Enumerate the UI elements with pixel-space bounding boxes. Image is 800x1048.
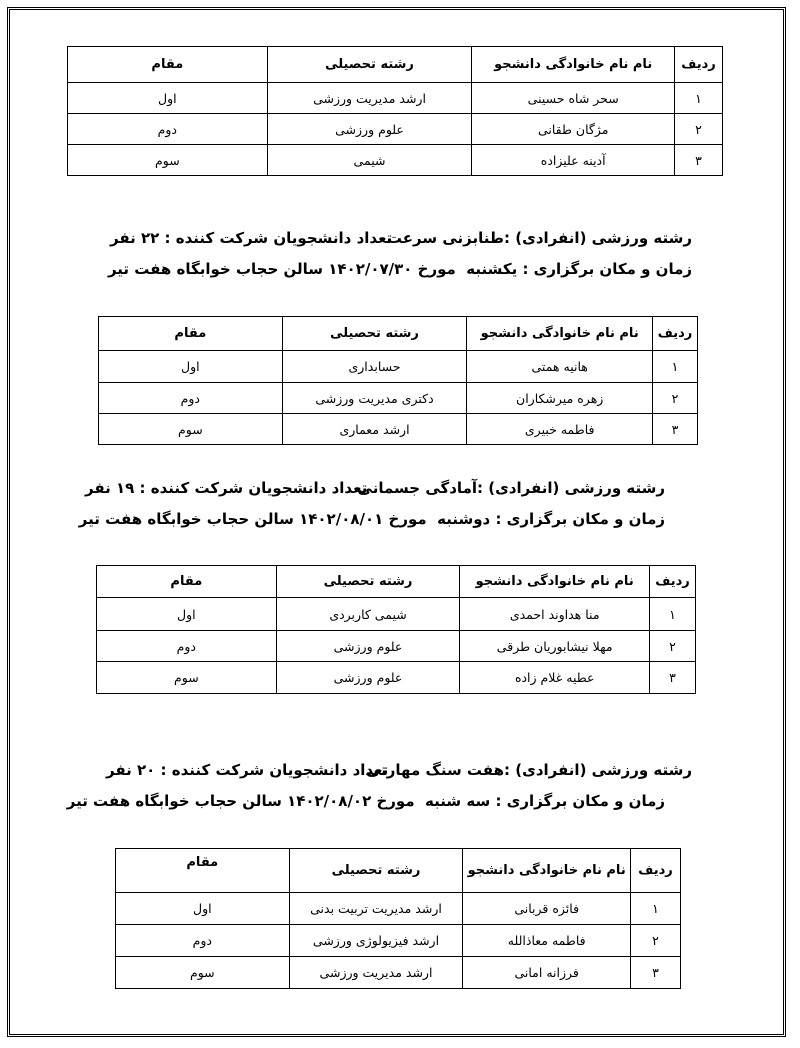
- cell-name: عطیه غلام زاده: [460, 662, 650, 694]
- cell-name: فائزه قربانی: [463, 893, 631, 925]
- cell-rank: ۱: [675, 83, 723, 114]
- cell-name: فاطمه خبیری: [467, 414, 653, 445]
- cell-field: ارشد مدیریت ورزشی: [289, 957, 463, 989]
- table-row: [99, 383, 698, 414]
- cell-field: علوم ورزشی: [267, 114, 472, 145]
- event-time-place-4: زمان و مکان برگزاری : سه شنبه مورخ ۱۴۰۲/۰۸/۰۲ سالن حجاب خوابگاه هفت تیر: [66, 792, 665, 810]
- table-row: [99, 414, 698, 445]
- table-row: [116, 893, 681, 925]
- cell-name: فرزانه امانی: [463, 957, 631, 989]
- cell-place: دوم: [99, 383, 283, 414]
- cell-rank: ۲: [653, 383, 698, 414]
- table-row: [68, 114, 723, 145]
- header-name: نام نام خانوادگی دانشجو: [460, 566, 650, 598]
- header-name: نام نام خانوادگی دانشجو: [467, 317, 653, 351]
- header-field: رشته تحصیلی: [289, 849, 463, 893]
- cell-place: دوم: [68, 114, 268, 145]
- table-header-row: [97, 566, 696, 598]
- header-place: مقام: [68, 47, 268, 83]
- cell-rank: ۳: [631, 957, 681, 989]
- cell-rank: ۱: [631, 893, 681, 925]
- cell-field: ارشد معماری: [282, 414, 467, 445]
- results-table-4: [115, 848, 681, 989]
- table-header-row: [116, 849, 681, 893]
- cell-rank: ۲: [675, 114, 723, 145]
- results-table-3: [96, 565, 696, 694]
- cell-field: علوم ورزشی: [276, 662, 460, 694]
- cell-name: مژگان طقانی: [472, 114, 675, 145]
- table-row: [97, 631, 696, 662]
- table-row: [97, 662, 696, 694]
- cell-rank: ۱: [650, 598, 696, 631]
- cell-place: دوم: [97, 631, 277, 662]
- cell-name: سحر شاه حسینی: [472, 83, 675, 114]
- cell-name: هانیه همتی: [467, 351, 653, 383]
- results-table-2: [98, 316, 698, 445]
- header-place: مقام: [99, 317, 283, 351]
- cell-rank: ۲: [650, 631, 696, 662]
- cell-name: منا هداوند احمدی: [460, 598, 650, 631]
- cell-name: آدینه علیزاده: [472, 145, 675, 176]
- header-name: نام نام خانوادگی دانشجو: [472, 47, 675, 83]
- header-rank: ردیف: [650, 566, 696, 598]
- cell-place: اول: [116, 893, 290, 925]
- cell-place: سوم: [116, 957, 290, 989]
- cell-field: ارشد مدیریت ورزشی: [267, 83, 472, 114]
- cell-field: دکتری مدیریت ورزشی: [282, 383, 467, 414]
- participant-count-2: تعداد دانشجویان شرکت کننده : ۲۲ نفر: [110, 229, 393, 247]
- header-place: مقام: [116, 849, 290, 893]
- cell-rank: ۳: [653, 414, 698, 445]
- participant-count-4: تعداد دانشجویان شرکت کننده : ۲۰ نفر: [106, 761, 389, 779]
- header-rank: ردیف: [631, 849, 681, 893]
- results-table-1: [67, 46, 723, 176]
- cell-place: اول: [99, 351, 283, 383]
- participant-count-3: تعداد دانشجویان شرکت کننده : ۱۹ نفر: [85, 479, 368, 497]
- cell-field: علوم ورزشی: [276, 631, 460, 662]
- cell-field: حسابداری: [282, 351, 467, 383]
- table-row: [99, 351, 698, 383]
- cell-rank: ۲: [631, 925, 681, 957]
- table-header-row: [68, 47, 723, 83]
- cell-field: ارشد فیزیولوژی ورزشی: [289, 925, 463, 957]
- table-row: [68, 83, 723, 114]
- cell-place: سوم: [99, 414, 283, 445]
- cell-rank: ۳: [675, 145, 723, 176]
- table-row: [68, 145, 723, 176]
- sport-title-2: رشته ورزشی (انفرادی) :طنابزنی سرعت: [386, 229, 692, 247]
- cell-rank: ۳: [650, 662, 696, 694]
- sport-title-4: رشته ورزشی (انفرادی) :هفت سنگ مهارتی: [365, 761, 692, 779]
- header-field: رشته تحصیلی: [282, 317, 467, 351]
- header-place: مقام: [97, 566, 277, 598]
- cell-place: اول: [68, 83, 268, 114]
- cell-field: ارشد مدیریت تربیت بدنی: [289, 893, 463, 925]
- table-row: [97, 598, 696, 631]
- header-rank: ردیف: [675, 47, 723, 83]
- sport-title-3: رشته ورزشی (انفرادی) :آمادگی جسمانی: [357, 479, 665, 497]
- cell-place: دوم: [116, 925, 290, 957]
- header-name: نام نام خانوادگی دانشجو: [463, 849, 631, 893]
- cell-place: سوم: [97, 662, 277, 694]
- header-field: رشته تحصیلی: [267, 47, 472, 83]
- table-header-row: [99, 317, 698, 351]
- header-rank: ردیف: [653, 317, 698, 351]
- cell-field: شیمی: [267, 145, 472, 176]
- header-field: رشته تحصیلی: [276, 566, 460, 598]
- cell-name: زهره میرشکاران: [467, 383, 653, 414]
- event-time-place-3: زمان و مکان برگزاری : دوشنبه مورخ ۱۴۰۲/۰۸/۰۱ سالن حجاب خوابگاه هفت تیر: [78, 510, 665, 528]
- cell-name: مهلا نیشابوریان طرقی: [460, 631, 650, 662]
- cell-rank: ۱: [653, 351, 698, 383]
- cell-place: سوم: [68, 145, 268, 176]
- cell-place: اول: [97, 598, 277, 631]
- cell-field: شیمی کاربردی: [276, 598, 460, 631]
- event-time-place-2: زمان و مکان برگزاری : یکشنبه مورخ ۱۴۰۲/۰۷/۳۰ سالن حجاب خوابگاه هفت تیر: [107, 260, 692, 278]
- cell-name: فاطمه معاذالله: [463, 925, 631, 957]
- table-row: [116, 925, 681, 957]
- table-row: [116, 957, 681, 989]
